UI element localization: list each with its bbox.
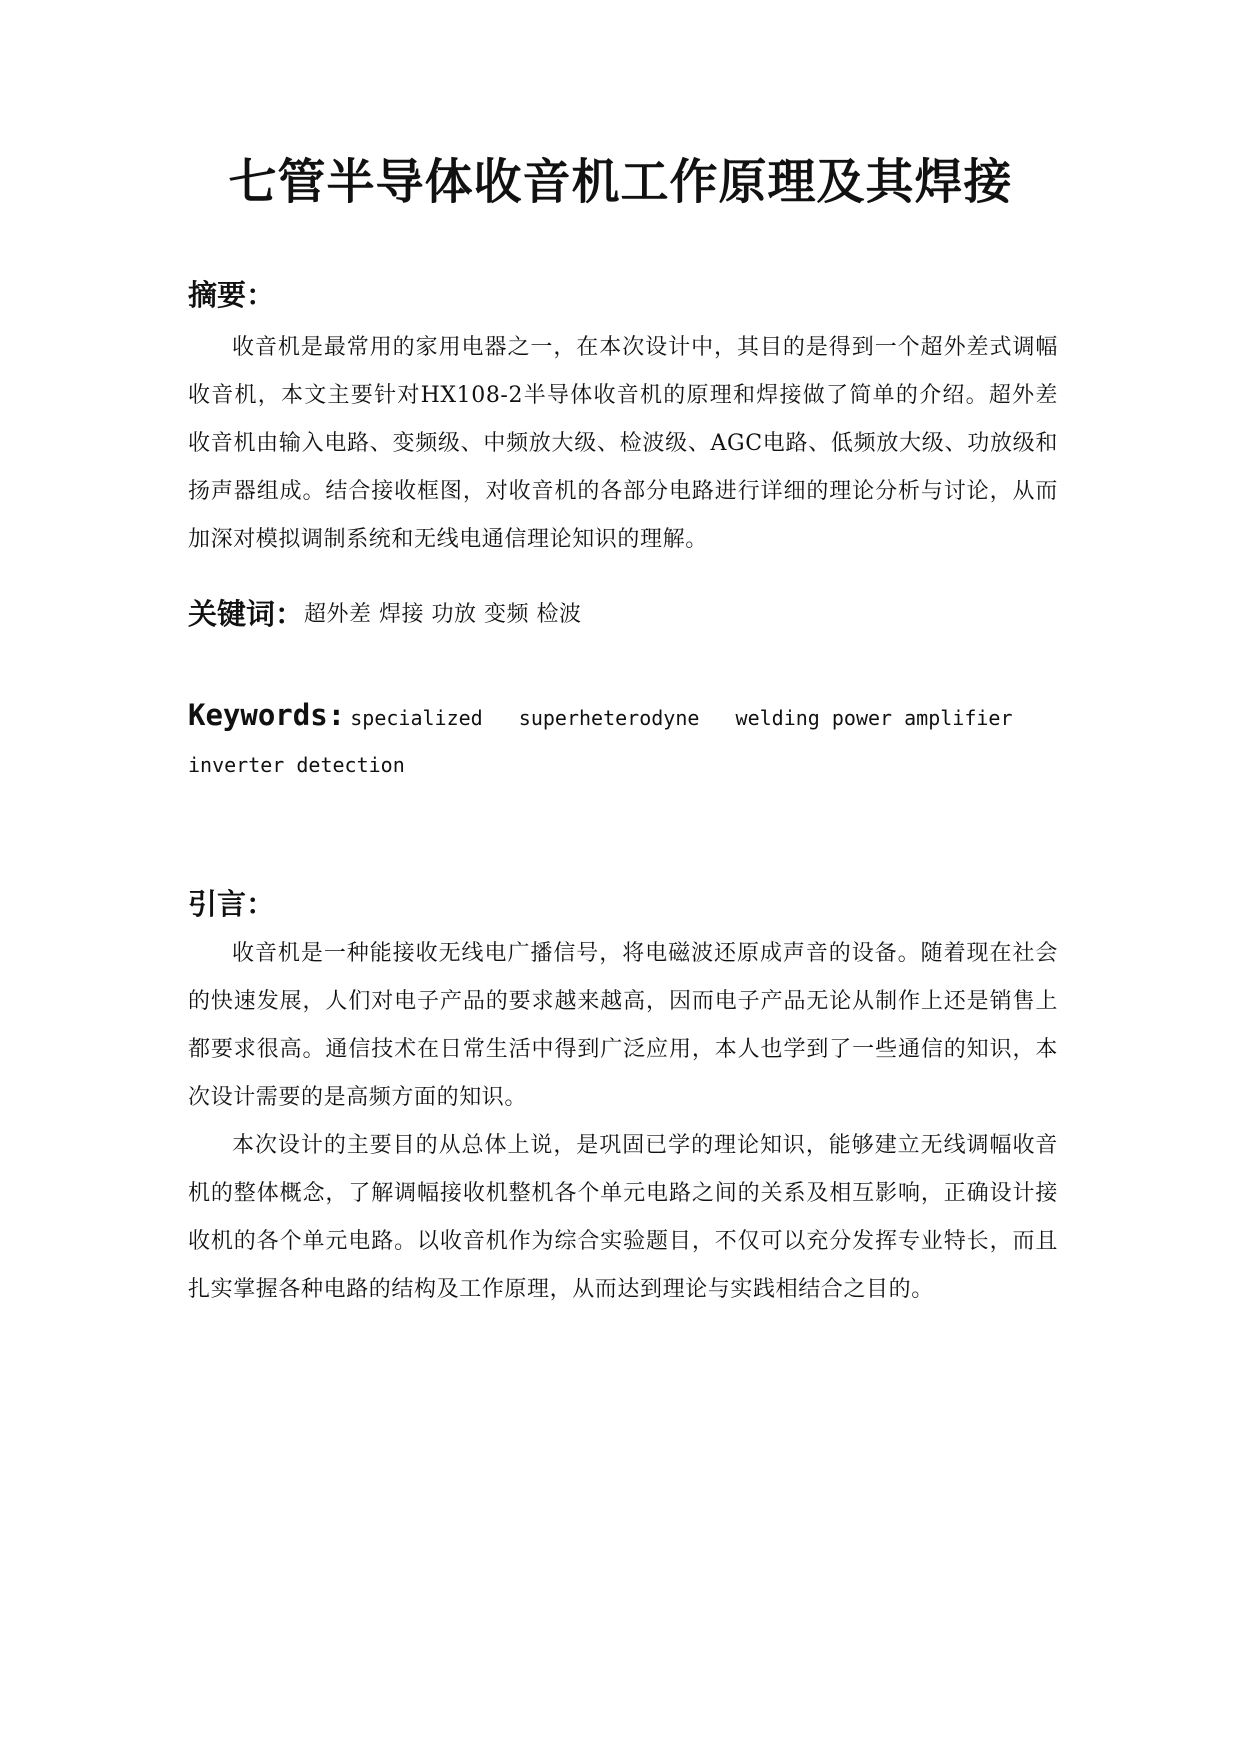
keywords-cn-label: 关键词： [188,597,305,631]
abstract-text: 收音机是最常用的家用电器之一，在本次设计中，其目的是得到一个超外差式调幅收音机，本文主要针对HX108-2半导体收音机的原理和焊接做了简单的介绍。超外差收音机由输入电路、变频级、中频放大级、检波级、AGC电路、低频放大级、功放级和扬声器组成。结合接收框图，对收音机的各部分电路进行详细的理论分析与讨论，从而加深对模拟调制系统和无线电通信理论知识的理解。 [188,335,1058,552]
introduction-paragraph-1: 收音机是一种能接收无线电广播信号，将电磁波还原成声音的设备。随着现在社会的快速发展，人们对电子产品的要求越来越高，因而电子产品无论从制作上还是销售上都要求很高。通信技术在日常生活中得到广泛应用，本人也学到了一些通信的知识，本次设计需要的是高频方面的知识。 [188,941,1058,1110]
keywords-cn-terms: 超外差 焊接 功放 变频 检波 [304,602,582,627]
introduction-heading: 引言： [188,887,276,921]
keywords-en [188,698,1068,732]
keywords-cn [188,592,1068,633]
keywords-en-label: Keywords: [188,698,346,732]
introduction-paragraph-2: 本次设计的主要目的从总体上说，是巩固已学的理论知识，能够建立无线调幅收音机的整体概念，了解调幅接收机整机各个单元电路之间的关系及相互影响，正确设计接收机的各个单元电路。以收音机作为综合实验题目，不仅可以充分发挥专业特长，而且扎实掌握各种电路的结构及工作原理，从而达到理论与实践相结合之目的。 [188,1133,1058,1302]
keywords-en-terms-line2: inverter detection [188,753,405,777]
keywords-en-terms-line1: specialized superheterodyne welding power amplifier [350,706,1013,730]
document-title: 七管半导体收音机工作原理及其焊接 [228,154,1013,210]
abstract-heading: 摘要： [188,278,276,312]
